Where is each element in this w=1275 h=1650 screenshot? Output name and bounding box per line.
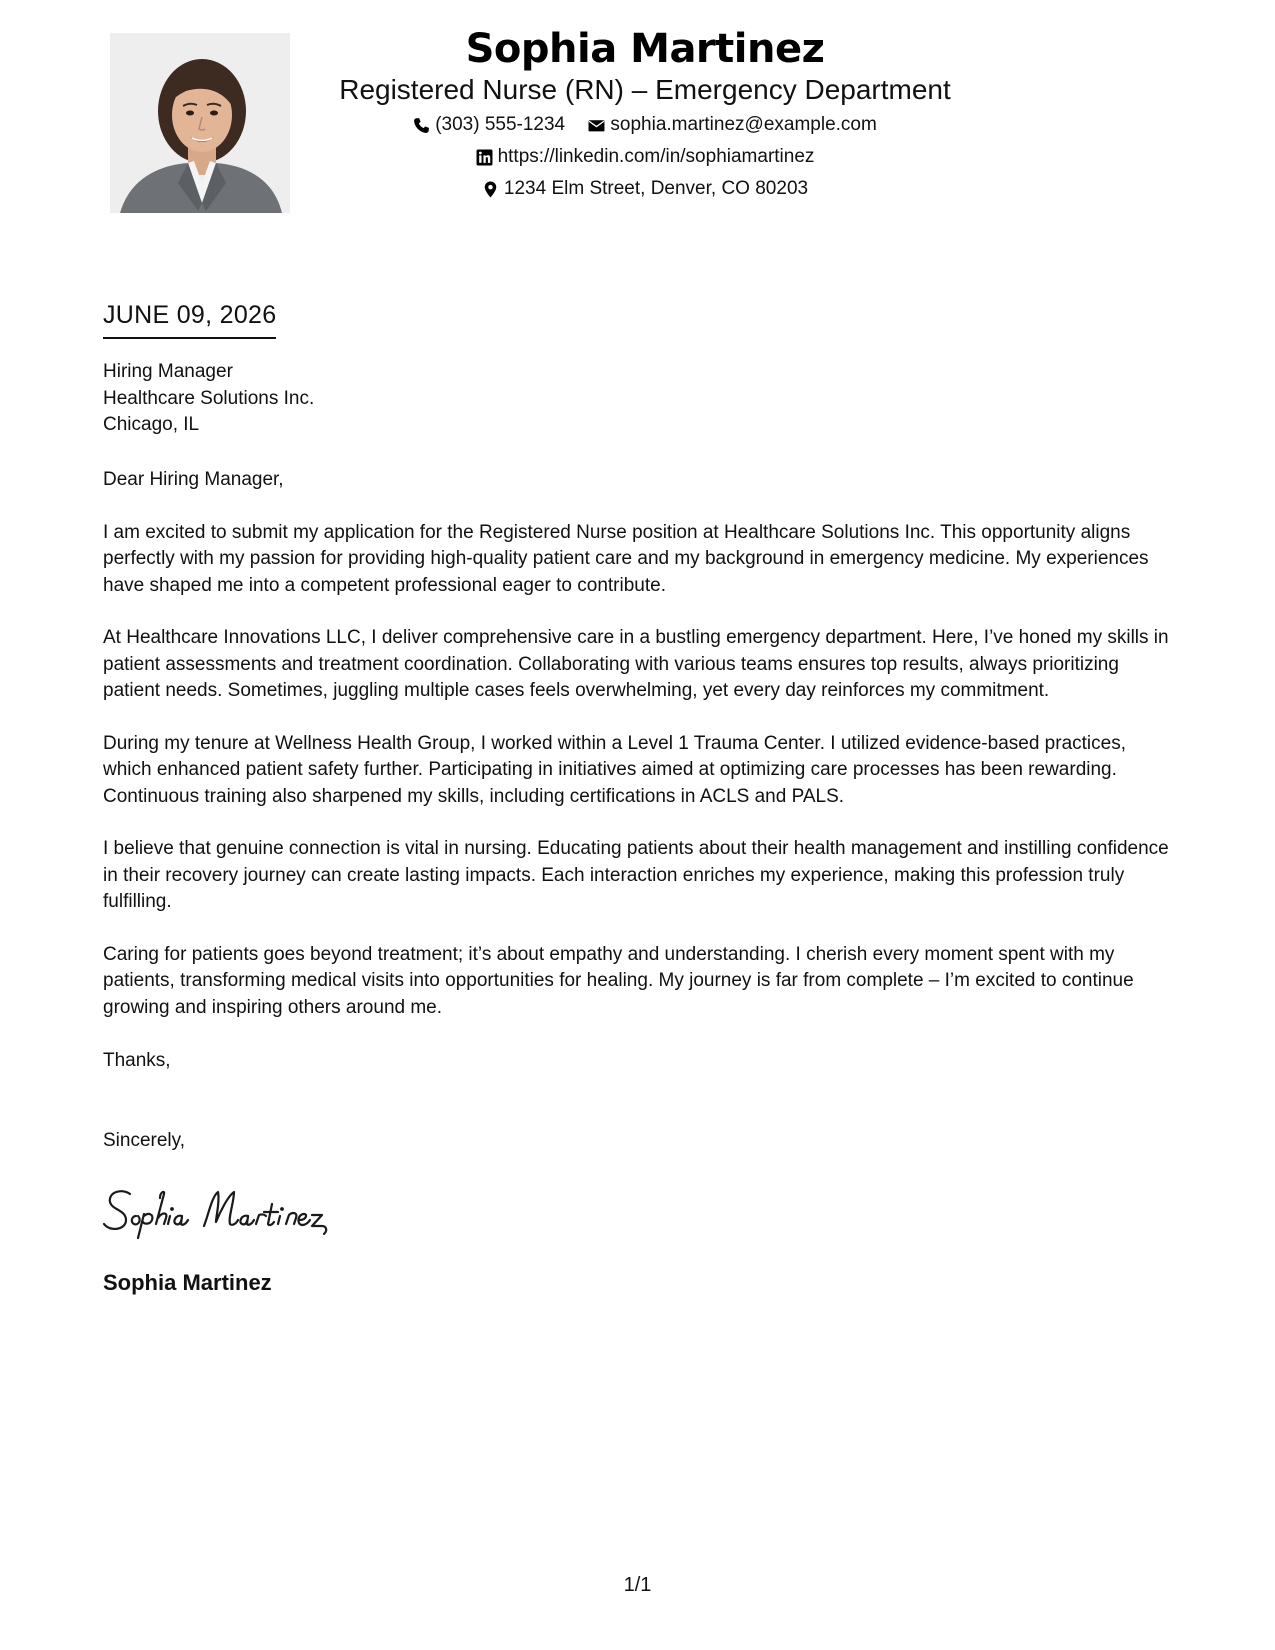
linkedin-url[interactable]: https://linkedin.com/in/sophiamartinez — [497, 146, 815, 167]
body-paragraph: I am excited to submit my application for the Registered Nurse position at Healthcare Solutions Inc. This opportunity aligns perfectly with my passion for providing high-quality patient care and my background in emergency medicine. My experiences have shaped me into a competent professional eager to contribute. — [103, 521, 1149, 596]
recipient-company: Healthcare Solutions Inc. — [103, 387, 315, 409]
signature-image — [100, 1182, 370, 1242]
signed-name: Sophia Martinez — [103, 1270, 272, 1295]
linkedin-icon — [476, 149, 493, 166]
body-paragraph: At Healthcare Innovations LLC, I deliver comprehensive care in a bustling emergency department. Here, I’ve honed my skills in patient assessments and treatment coordination. Collaborating with various teams ensures top results, always prioritizing patient needs. Sometimes, juggling multiple cases feels overwhelming, yet every day reinforces my commitment. — [103, 627, 1169, 701]
body-paragraph: During my tenure at Wellness Health Group, I worked within a Level 1 Trauma Center. I utilized evidence-based practices, which enhanced patient safety further. Participating in initiatives aimed at optimizing care processes has been rewarding. Continuous training also sharpened my skills, including certifications in ACLS and PALS. — [103, 732, 1126, 807]
envelope-icon — [588, 117, 605, 134]
page-number: 1/1 — [623, 1574, 652, 1596]
candidate-role: Registered Nurse (RN) – Emergency Department — [339, 74, 951, 105]
contact-linkedin — [476, 144, 815, 170]
recipient-location: Chicago, IL — [103, 414, 200, 435]
letter-body — [103, 467, 1178, 1047]
salutation: Dear Hiring Manager, — [103, 469, 284, 490]
candidate-name: Sophia Martinez — [465, 26, 825, 72]
sign-off: Sincerely, — [103, 1130, 186, 1151]
body-paragraph: I believe that genuine connection is vital in nursing. Educating patients about their health management and instilling confidence in their recovery journey can create lasting impacts. Each interaction enriches my experience, making this profession truly fulfilling. — [103, 838, 1169, 912]
map-marker-icon — [482, 181, 499, 198]
profile-photo-image — [110, 33, 290, 213]
recipient-title: Hiring Manager — [103, 361, 233, 382]
contact-line-phone-email — [340, 112, 950, 142]
contact-address — [482, 176, 808, 202]
letter-date: JUNE 09, 2026 — [103, 299, 276, 339]
contact-phone — [413, 112, 565, 138]
body-paragraph: Caring for patients goes beyond treatment; it’s about empathy and understanding. I cherish every moment spent with my patients, transforming medical visits into opportunities for healing. My journey is far from complete – I’m excited to continue growing and inspiring others around me. — [103, 943, 1134, 1018]
thanks-line: Thanks, — [103, 1050, 171, 1071]
street-address: 1234 Elm Street, Denver, CO 80203 — [503, 178, 809, 199]
handwritten-signature — [100, 1182, 370, 1242]
contact-line-linkedin — [340, 144, 950, 174]
profile-photo — [110, 33, 290, 213]
phone-icon — [413, 117, 430, 134]
email-address[interactable]: sophia.martinez@example.com — [610, 114, 877, 135]
recipient-block — [103, 359, 314, 439]
phone-number[interactable]: (303) 555-1234 — [435, 114, 566, 135]
contact-email — [588, 112, 876, 138]
contact-line-address — [340, 176, 950, 206]
